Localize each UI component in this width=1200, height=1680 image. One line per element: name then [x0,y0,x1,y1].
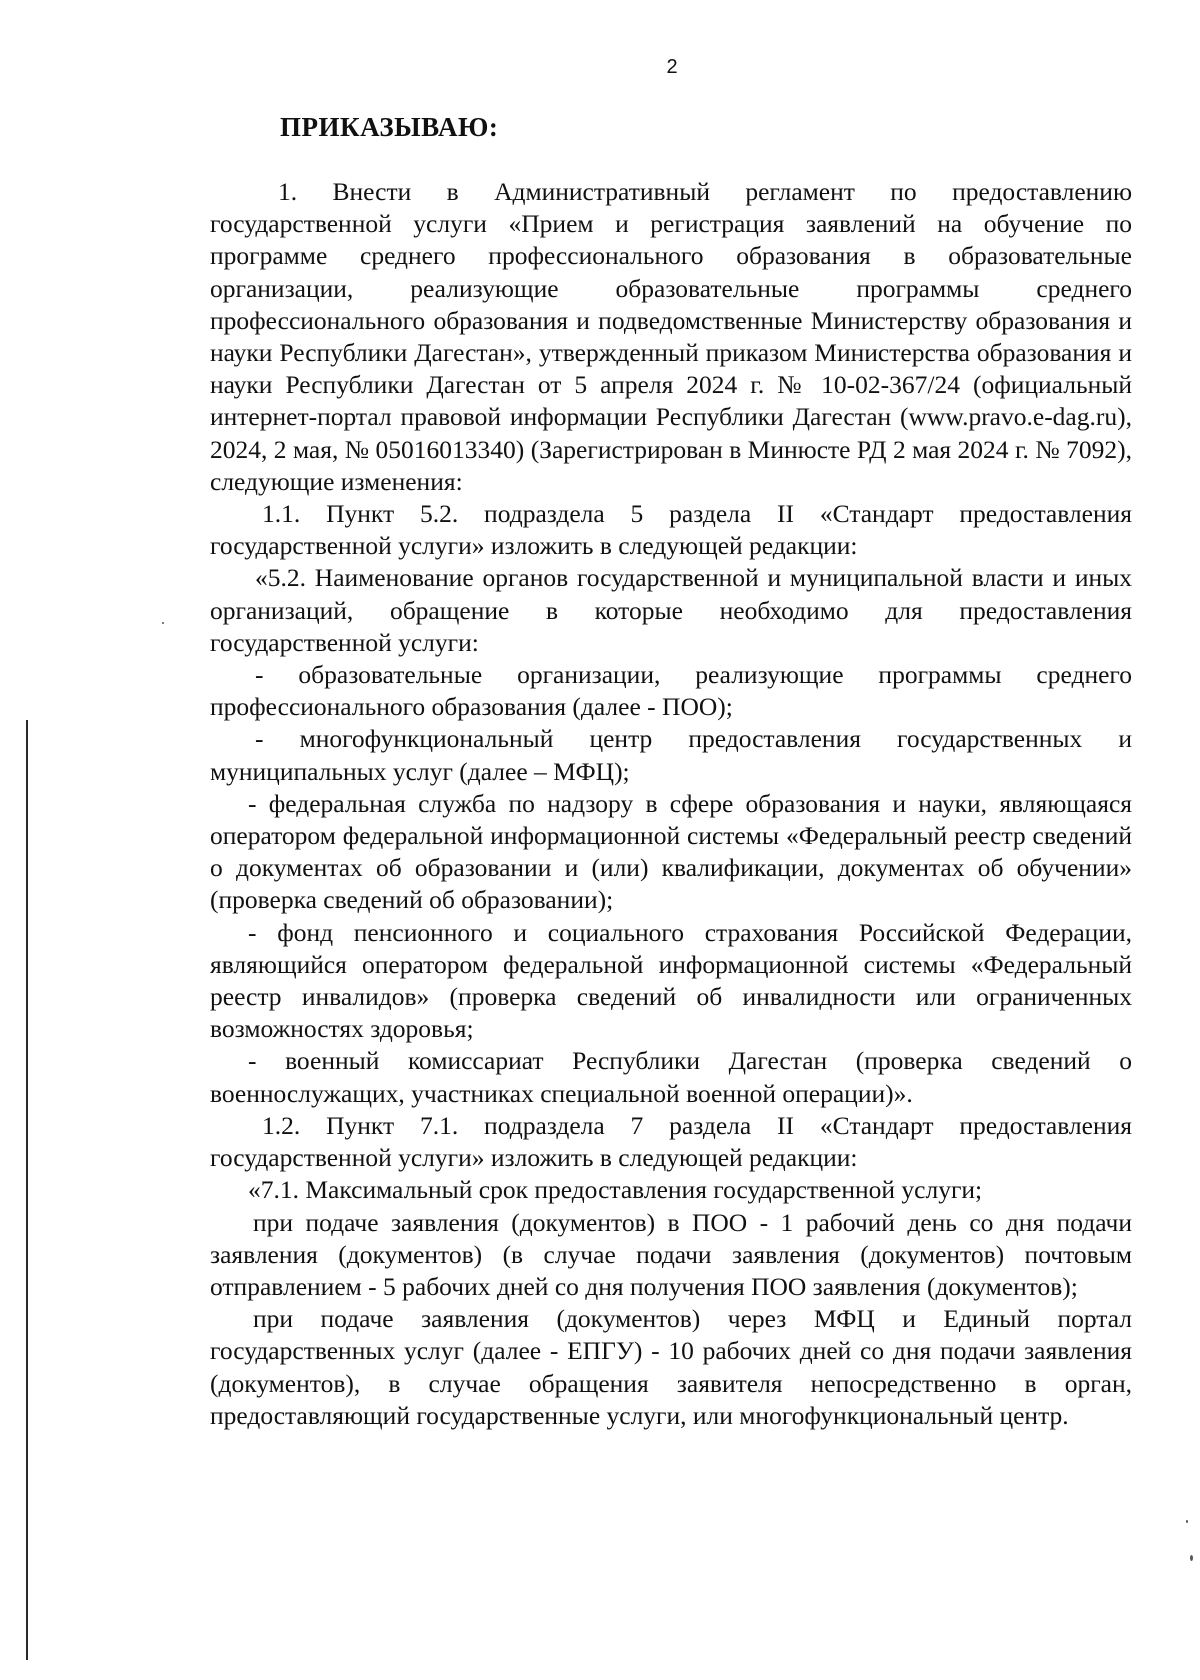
page-number: 2 [666,56,678,78]
paragraph-term-mfc-epgu: при подаче заявления (документов) через МФЦ и Единый портал государственных услуг (далее - ЕПГУ) - 10 рабочих дней со дня подачи заявления (документов), в случае обращения заявителя непосредственно в орган, предоставляющий государственные услуги, или многофункциональный центр. [210,1304,1132,1430]
scan-speck [1190,1555,1193,1561]
paragraph-item-1-2: 1.2. Пункт 7.1. подраздела 7 раздела II «Стандарт предоставления государственной услуги» изложить в следующей редакции: [210,1110,1132,1173]
scan-speck [162,622,164,624]
list-item-military-commissariat: - военный комиссариат Республики Дагестан (проверка сведений о военнослужащих, участниках специальной военной операции)». [210,1046,1132,1108]
paragraph-item-7-1: «7.1. Максимальный срок предоставления государственной услуги; [248,1175,983,1205]
list-item-mfc: - многофункциональный центр предоставления государственных и муниципальных услуг (далее – МФЦ); [210,724,1132,786]
list-item-poo: - образовательные организации, реализующие программы среднего профессионального образования (далее - ПОО); [210,660,1132,722]
paragraph-item-5-2: «5.2. Наименование органов государственной и муниципальной власти и иных организаций, обращение в которые необходимо для предоставления государственной услуги: [210,563,1132,657]
paragraph-item-1-1: 1.1. Пункт 5.2. подраздела 5 раздела II «Стандарт предоставления государственной услуги» изложить в следующей редакции: [210,499,1132,561]
order-heading: ПРИКАЗЫВАЮ: [280,112,499,142]
document-body [210,176,1132,1432]
scan-speck [1186,1520,1188,1523]
paragraph-item-1: 1. Внести в Административный регламент по предоставлению государственной услуги «Прием и регистрация заявлений на обучение по программе среднего профессионального образования в образовательные организации, реализующие образовательные программы среднего профессионального образования и подведомственные Министерству образования и науки Республики Дагестан», утвержденный приказом Министерства образования и науки Республики Дагестан от 5 апреля 2024 г. № 10-02-367/24 (официальный интернет-портал правовой информации Республики Дагестан (www.pravo.e-dag.ru), 2024, 2 мая, № 05016013340) (Зарегистрирован в Минюсте РД 2 мая 2024 г. № 7092), следующие изменения: [210,177,1132,496]
paragraph-term-poo: при подаче заявления (документов) в ПОО - 1 рабочий день со дня подачи заявления (документов) (в случае подачи заявления (документов) почтовым отправлением - 5 рабочих дней со дня получения ПОО заявления (документов); [210,1207,1132,1301]
list-item-federal-service: - федеральная служба по надзору в сфере образования и науки, являющаяся оператором федеральной информационной системы «Федеральный реестр сведений о документах об образовании и (или) квалификации, документах об обучении» (проверка сведений об образовании); [210,788,1132,915]
list-item-pension-fund: - фонд пенсионного и социального страхования Российской Федерации, являющийся оператором федеральной информационной системы «Федеральный реестр инвалидов» (проверка сведений об инвалидности или ограниченных возможностях здоровья; [210,917,1132,1044]
scan-binding-edge [26,720,28,1660]
